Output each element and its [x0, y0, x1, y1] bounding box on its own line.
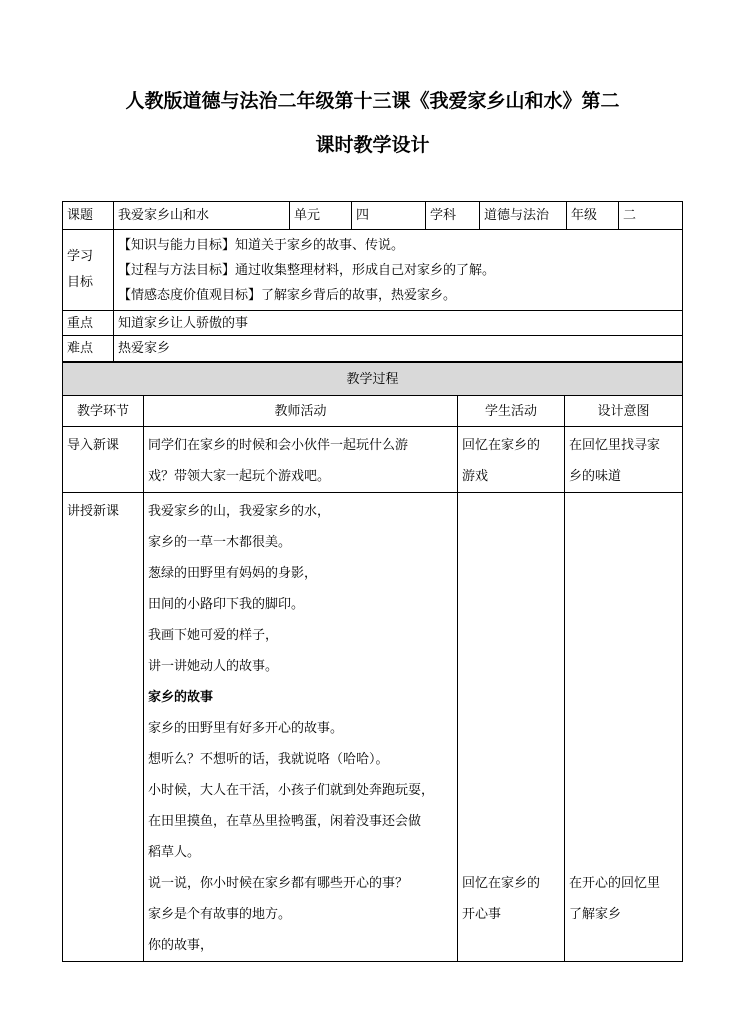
- teaching-process-table: [62, 362, 683, 962]
- intro-teacher-activity: 同学们在家乡的时候和会小伙伴一起玩什么游 戏？带领大家一起玩个游戏吧。: [144, 427, 458, 493]
- teacher-line: 家乡的一草一木都很美。: [148, 535, 292, 550]
- intro-student-activity: 回忆在家乡的 游戏: [458, 427, 565, 493]
- unit-label: 单元: [290, 202, 352, 230]
- subject-value: 道德与法治: [480, 202, 567, 230]
- goals-label: 学习 目标: [63, 230, 114, 311]
- lesson-phase: 讲授新课: [63, 493, 144, 962]
- key-point-value: 知道家乡让人骄傲的事: [114, 311, 683, 336]
- teacher-line: 我爱家乡的山，我爱家乡的水，: [148, 504, 331, 519]
- topic-value: 我爱家乡山和水: [114, 202, 290, 230]
- intro-row: [63, 427, 683, 493]
- document-title-line-1: 人教版道德与法治二年级第十三课《我爱家乡山和水》第二: [125, 90, 620, 112]
- lesson-design-intent: 在开心的回忆里 了解家乡: [565, 493, 683, 962]
- difficulty-value: 热爱家乡: [114, 336, 683, 362]
- intro-phase: 导入新课: [63, 427, 144, 493]
- lesson-student-activity: 回忆在家乡的 开心事: [458, 493, 565, 962]
- teacher-line: 田间的小路印下我的脚印。: [148, 597, 305, 612]
- intro-design-intent: 在回忆里找寻家 乡的味道: [565, 427, 683, 493]
- subject-label: 学科: [426, 202, 480, 230]
- goal-process: 【过程与方法目标】通过收集整理材料，形成自己对家乡的了解。: [118, 262, 496, 278]
- difficulty-row: [63, 336, 683, 362]
- teacher-line: 讲一讲她动人的故事。: [148, 659, 279, 674]
- section-title: 教学过程: [63, 363, 683, 396]
- hometown-story-heading: 家乡的故事: [148, 690, 214, 705]
- goal-emotion: 【情感态度价值观目标】了解家乡背后的故事，热爱家乡。: [118, 287, 457, 303]
- key-point-row: [63, 311, 683, 336]
- teacher-line: 小时候，大人在干活，小孩子们就到处奔跑玩耍，: [148, 783, 435, 798]
- teacher-line: 葱绿的田野里有妈妈的身影，: [148, 566, 318, 581]
- section-header-row: [63, 363, 683, 396]
- teacher-line: 说一说，你小时候在家乡都有哪些开心的事？: [148, 876, 409, 891]
- lesson-teacher-activity: [144, 493, 458, 962]
- teacher-line: 家乡的田野里有好多开心的故事。: [148, 721, 344, 736]
- unit-value: 四: [352, 202, 426, 230]
- grade-value: 二: [619, 202, 683, 230]
- topic-row: [63, 202, 683, 230]
- goal-knowledge: 【知识与能力目标】知道关于家乡的故事、传说。: [118, 237, 405, 253]
- grade-label: 年级: [567, 202, 619, 230]
- teacher-line: 你的故事，: [148, 938, 214, 953]
- goals-content: [114, 230, 683, 311]
- topic-label: 课题: [63, 202, 114, 230]
- header-student-activity: 学生活动: [458, 396, 565, 427]
- header-teacher-activity: 教师活动: [144, 396, 458, 427]
- header-design-intent: 设计意图: [565, 396, 683, 427]
- goals-row: [63, 230, 683, 311]
- key-point-label: 重点: [63, 311, 114, 336]
- teacher-line: 在田里摸鱼，在草丛里捡鸭蛋，闲着没事还会做: [148, 814, 422, 829]
- lesson-row: [63, 493, 683, 962]
- column-header-row: [63, 396, 683, 427]
- document-title-line-2: 课时教学设计: [315, 134, 430, 156]
- teacher-line: 想听么？不想听的话，我就说咯（哈哈）。: [148, 752, 389, 767]
- teacher-line: 家乡是个有故事的地方。: [148, 907, 292, 922]
- teacher-line: 稻草人。: [148, 845, 201, 860]
- teacher-line: 我画下她可爱的样子，: [148, 628, 279, 643]
- difficulty-label: 难点: [63, 336, 114, 362]
- header-phase: 教学环节: [63, 396, 144, 427]
- lesson-info-table: [62, 201, 683, 362]
